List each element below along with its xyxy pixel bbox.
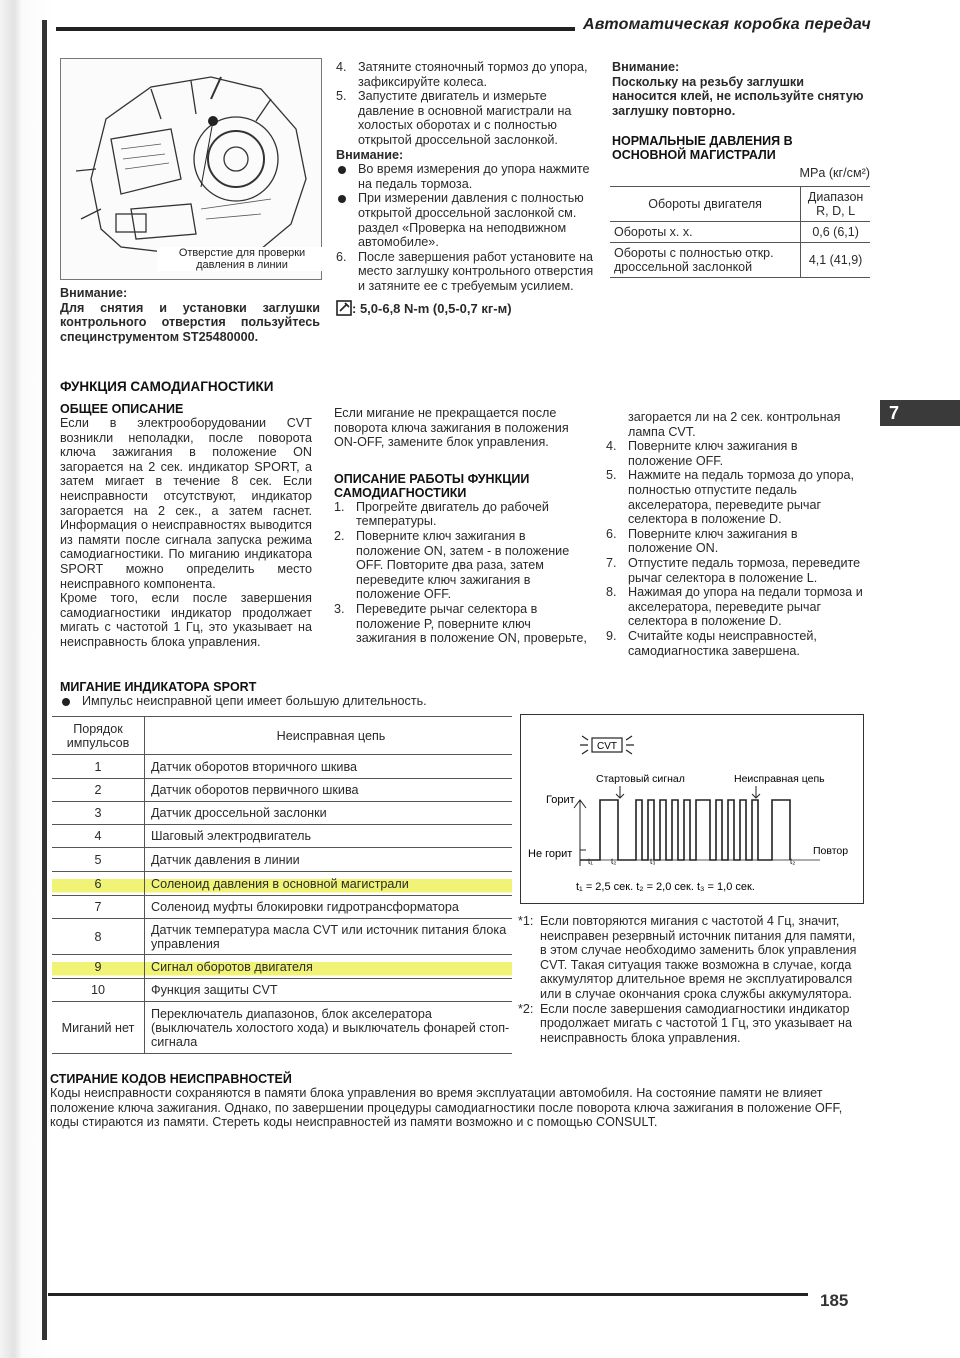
step-number: 7. (606, 555, 617, 570)
list-item (334, 529, 590, 602)
footnote-mark: *2: (518, 1001, 534, 1016)
table-header-circuit: Неисправная цепь (145, 717, 513, 755)
table-cell: Датчик дроссельной заслонки (145, 802, 513, 825)
table-header-pulses: Порядок импульсов (52, 717, 145, 755)
step-text: Отпустите педаль тормоза, переведите рычаг селектора в положение L. (628, 555, 861, 585)
bullet-item: При измерении давления с полностью открытой дроссельной заслонкой см. раздел «Проверка на неподвижном автомобиле». (336, 191, 594, 249)
step-number: 6. (606, 526, 617, 541)
table-cell: 9 (52, 955, 145, 979)
diag-steps-list-2 (606, 439, 864, 658)
erase-title: СТИРАНИЕ КОДОВ НЕИСПРАВНОСТЕЙ (50, 1072, 292, 1086)
t2-mark: t₂ (611, 857, 617, 866)
list-item (606, 629, 864, 658)
self-diag-subtitle: ОБЩЕЕ ОПИСАНИЕ (60, 402, 184, 416)
footnote-1 (518, 914, 862, 1002)
transmission-illustration (61, 59, 321, 279)
step-number: 5. (336, 89, 347, 104)
right-attention-text: Поскольку на резьбу заглушки наносится клей, не используйте снятую заглушку повторно. (612, 74, 864, 118)
middle-diag-title: ОПИСАНИЕ РАБОТЫ ФУНКЦИИ САМОДИАГНОСТИКИ (334, 471, 530, 500)
steps-list-b (336, 250, 594, 294)
table-cell: 7 (52, 896, 145, 919)
list-item (336, 60, 594, 89)
table-cell: 6 (52, 872, 145, 896)
table-row (52, 848, 512, 872)
list-item (606, 439, 864, 468)
table-header-range: Диапазон R, D, L (801, 187, 870, 222)
step-text: Поверните ключ зажигания в положение ON, затем - в положение OFF. Повторите два раза, затем переведите ключ зажигания в положение OFF. (356, 528, 570, 602)
table-cell: Датчик оборотов первичного шкива (145, 779, 513, 802)
step-text: Поверните ключ зажигания в положение ON. (628, 526, 798, 556)
table-row (52, 919, 512, 955)
table-cell: 10 (52, 979, 145, 1002)
blink-timing-diagram (520, 714, 864, 904)
step-text: Поверните ключ зажигания в положение OFF. (628, 439, 798, 468)
self-diag-text2: Кроме того, если после завершения самодиагностики индикатор продолжает мигать с частотой 1 Гц, это указывает на неисправность блока управления. (60, 591, 312, 649)
bullet-item: Во время измерения до упора нажмите на педаль тормоза. (336, 162, 594, 191)
t1-mark: t₁ (588, 857, 593, 866)
footnote-text: Если повторяются мигания с частотой 4 Гц, значит, неисправен резервный источник питания для памяти, в этом случае необходимо заменить блок управления CVT. Такая ситуация также возможна в случае, когда аккумулятор длительное время не эксплуатировался или в случае окончания срока службы аккумулятора. (540, 914, 857, 1001)
step-text: Нажмите на педаль тормоза до упора, полностью отпустите педаль акселератора, переведите рычаг селектора в положение D. (628, 468, 855, 527)
footnote-2 (518, 1002, 862, 1046)
table-cell: 4,1 (41,9) (801, 243, 870, 278)
table-cell: 0,6 (6,1) (801, 222, 870, 243)
list-item (606, 527, 864, 556)
table-row (610, 222, 870, 243)
table-row (52, 1002, 512, 1054)
right-diag-lead: загорается ли на 2 сек. контрольная лампа CVT. (628, 410, 841, 439)
table-cell: Соленоид муфты блокировки гидротрансформатора (145, 896, 513, 919)
torque-icon (336, 300, 352, 316)
middle-diag-text1: Если мигание не прекращается после поворота ключа зажигания в положения ON-OFF, замените блок управления. (334, 406, 569, 450)
table-cell: Шаговый электродвигатель (145, 825, 513, 848)
left-note-title: Внимание: (60, 286, 128, 300)
self-diag-text1: Если в электрооборудовании CVT возникли неполадки, после поворота ключа зажигания в положение ON загорается на 2 сек. индикатор SPORT, а затем мигает в течение 8 сек. Если неисправности отсутствуют, индикатор загорается на 2 сек., а затем гаснет. Информация о неисправностях выводится из памяти после сигнала запуска режима самодиагностики. По миганию индикатора SPORT можно определить место неисправного компонента. (60, 416, 312, 591)
sport-section-head (60, 680, 500, 709)
table-cell: 8 (52, 919, 145, 955)
table-cell: Датчик температура масла CVT или источник питания блока управления (145, 919, 513, 955)
torque-value: : 5,0-6,8 N-m (0,5-0,7 кг-м) (352, 300, 512, 316)
table-row (610, 243, 870, 278)
table-row (52, 979, 512, 1002)
table-cell: Сигнал оборотов двигателя (145, 955, 513, 979)
t2-mark-end: t₂ (790, 857, 796, 866)
table-cell: Переключатель диапазонов, блок акселератора (выключатель холостого хода) и выключатель фонарей стоп-сигнала (145, 1002, 513, 1054)
step-number: 5. (606, 468, 617, 483)
list-item (606, 585, 864, 629)
steps-list-a (336, 60, 594, 148)
table-row (52, 896, 512, 919)
table-cell: 5 (52, 848, 145, 872)
header-rule (56, 27, 575, 31)
table-cell: 1 (52, 755, 145, 779)
table-cell: Обороты с полностью откр. дроссельной заслонкой (610, 243, 801, 278)
table-header-row (610, 187, 870, 222)
pressure-table (610, 186, 870, 278)
table-row (52, 825, 512, 848)
step-number: 1. (334, 499, 345, 514)
on-label: Горит (546, 794, 575, 806)
pressure-unit: MPa (кг/см²) (799, 166, 870, 181)
torque-spec (336, 300, 594, 317)
step-text: Нажимая до упора на педали тормоза и акселератора, переведите рычаг селектора в положение D. (628, 585, 863, 629)
diag-steps-list (334, 500, 590, 646)
fault-table (52, 716, 512, 1054)
table-row-highlighted (52, 955, 512, 979)
sport-title: МИГАНИЕ ИНДИКАТОРА SPORT (60, 680, 257, 694)
sport-bullet: Импульс неисправной цепи имеет большую длительность. (60, 694, 500, 709)
table-row (52, 755, 512, 779)
t3-mark: t₃ (650, 857, 656, 866)
table-cell: 4 (52, 825, 145, 848)
repeat-label: Повтор (813, 845, 849, 857)
table-cell: Датчик давления в линии (145, 848, 513, 872)
step-number: 8. (606, 585, 617, 600)
footnote-mark: *1: (518, 914, 534, 928)
list-item (606, 468, 864, 526)
table-row (52, 802, 512, 825)
self-diag-title: ФУНКЦИЯ САМОДИАГНОСТИКИ (60, 379, 274, 394)
step-number: 9. (606, 628, 617, 643)
binder-rule (42, 20, 47, 1340)
off-label: Не горит (528, 848, 573, 860)
list-item (336, 250, 594, 294)
left-note-text: Для снятия и установки заглушки контрольного отверстия пользуйтесь специнструментом ST25480000. (60, 300, 320, 344)
step-text: Затяните стояночный тормоз до упора, зафиксируйте колеса. (358, 60, 588, 89)
step-number: 4. (336, 60, 347, 74)
right-top-column (612, 60, 870, 181)
step-number: 3. (334, 601, 345, 616)
step-text: Прогрейте двигатель до рабочей температуры. (356, 499, 549, 529)
erase-section (50, 1072, 860, 1130)
left-note (60, 286, 320, 344)
transmission-figure (60, 58, 322, 280)
right-diag-column (606, 410, 864, 658)
list-item (606, 556, 864, 585)
erase-text: Коды неисправности сохраняются в памяти блока управления во время эксплуатации автомобиля. На состояние памяти не влияет положение ключа зажигания. Однако, по завершении процедуры самодиагностики после поворота ключа зажигания в положение OFF, коды стираются из памяти. Стереть коды неисправностей из памяти возможно и с помощью CONSULT. (50, 1086, 843, 1130)
list-item (336, 89, 594, 147)
table-row-highlighted (52, 872, 512, 896)
step-text: После завершения работ установите на место заглушку контрольного отверстия и затяните ее с требуемым усилием. (358, 249, 594, 293)
table-cell: Функция защиты CVT (145, 979, 513, 1002)
figure-caption: Отверстие для проверки давления в линии (157, 247, 327, 271)
middle-diag-column (334, 406, 590, 646)
pressure-title: НОРМАЛЬНЫЕ ДАВЛЕНИЯ В ОСНОВНОЙ МАГИСТРАЛИ (612, 134, 793, 163)
table-cell: Обороты х. х. (610, 222, 801, 243)
footnotes (518, 914, 862, 1045)
table-header-rpm: Обороты двигателя (610, 187, 801, 222)
start-label: Стартовый сигнал (596, 773, 685, 785)
lamp-label: CVT (597, 741, 617, 752)
footnote-text: Если после завершения самодиагностики индикатор продолжает мигать с частотой 1 Гц, это указывает на неисправность блока управления. (540, 1001, 852, 1045)
diagram-frame (521, 715, 864, 904)
table-cell: Соленоид давления в основной магистрали (145, 872, 513, 896)
list-item (334, 602, 590, 646)
table-header-row (52, 717, 512, 755)
step-text: Переведите рычаг селектора в положение P, поверните ключ зажигания в положение ON, проверьте, (356, 601, 587, 646)
table-cell: 3 (52, 802, 145, 825)
timing-legend: t₁ = 2,5 сек. t₂ = 2,0 сек. t₃ = 1,0 сек. (576, 881, 755, 893)
step-number: 4. (606, 439, 617, 454)
right-attention-title: Внимание: (612, 60, 680, 74)
middle-top-column (336, 60, 594, 316)
table-cell: Датчик оборотов вторичного шкива (145, 755, 513, 779)
footer-rule (48, 1293, 808, 1296)
step-number: 6. (336, 249, 347, 264)
page-title: Автоматическая коробка передач (583, 16, 871, 33)
fault-label: Неисправная цепь (734, 773, 825, 785)
attention-title: Внимание: (336, 147, 404, 162)
table-row (52, 779, 512, 802)
step-text: Запустите двигатель и измерьте давление в основной магистрали на холостых оборотах и с полностью открытой дроссельной заслонкой. (358, 89, 572, 147)
step-number: 2. (334, 528, 345, 543)
step-text: Считайте коды неисправностей, самодиагностика завершена. (628, 628, 817, 658)
self-diag-column (60, 380, 312, 650)
table-cell: 2 (52, 779, 145, 802)
page-number: 185 (820, 1291, 849, 1310)
table-cell: Миганий нет (52, 1002, 145, 1054)
list-item (334, 500, 590, 529)
chapter-tab: 7 (880, 400, 960, 426)
